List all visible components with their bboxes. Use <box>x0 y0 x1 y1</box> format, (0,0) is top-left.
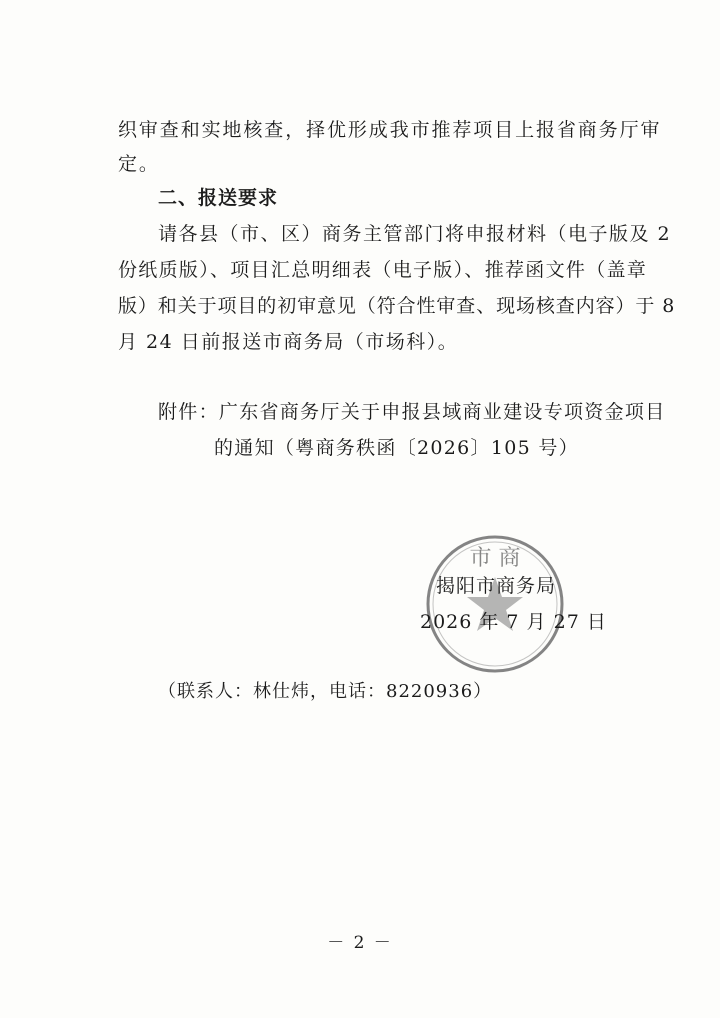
section-heading: 二、报送要求 <box>158 187 279 209</box>
official-seal-stamp <box>424 533 566 675</box>
paragraph-2-line-1: 请各县（市、区）商务主管部门将申报材料（电子版及 2 <box>158 223 672 245</box>
paragraph-2-line-3: 版）和关于项目的初审意见（符合性审查、现场核查内容）于 8 <box>118 295 676 317</box>
attachment-line-1: 附件：广东省商务厅关于申报县域商业建设专项资金项目 <box>158 401 666 423</box>
attachment-line-2: 的通知（粤商务秩函〔2026〕105 号） <box>214 437 579 459</box>
issuing-organization: 揭阳市商务局 <box>436 575 557 597</box>
paragraph-1-line-2: 定。 <box>118 153 160 175</box>
paragraph-1-line-1: 织审查和实地核查，择优形成我市推荐项目上报省商务厅审 <box>118 119 662 141</box>
page-number: － 2 － <box>327 933 393 953</box>
paragraph-2-line-4: 月 24 日前报送市商务局（市场科）。 <box>118 331 459 353</box>
contact-info: （联系人：林仕炜，电话：8220936） <box>158 681 493 702</box>
seal-text: 市 商 <box>469 546 521 571</box>
paragraph-2-line-2: 份纸质版）、项目汇总明细表（电子版）、推荐函文件（盖章 <box>118 259 648 281</box>
issue-date: 2026 年 7 月 27 日 <box>420 611 607 633</box>
